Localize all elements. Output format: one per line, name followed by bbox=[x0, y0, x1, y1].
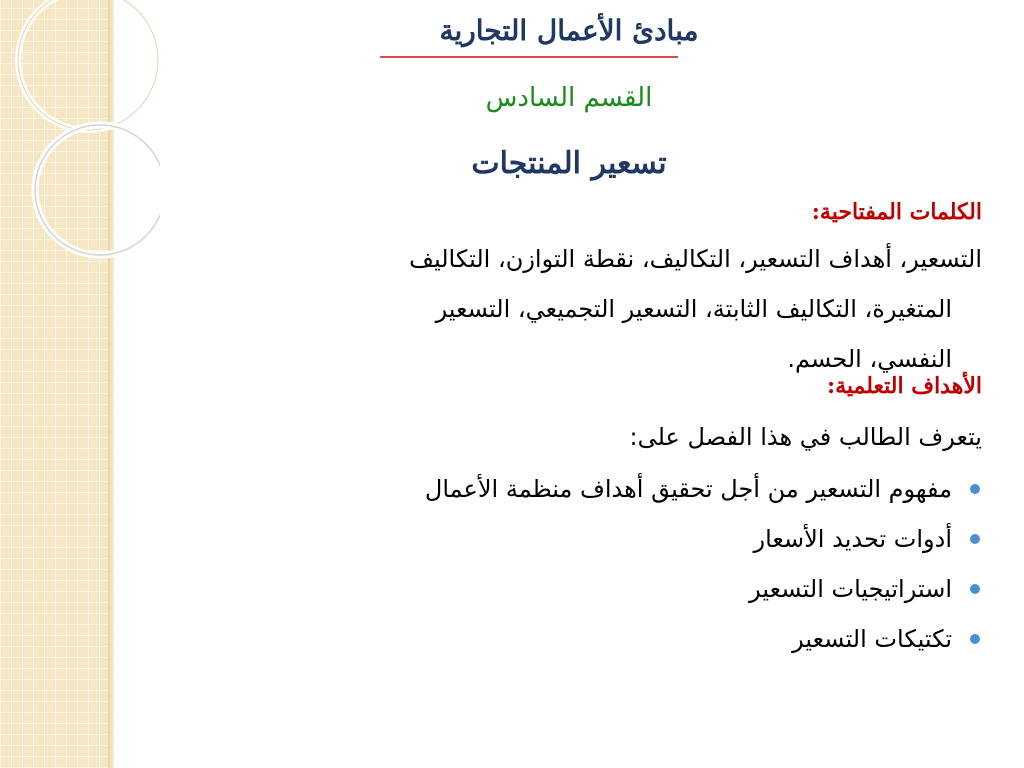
bullet-icon bbox=[970, 584, 980, 594]
keywords-line-2: المتغيرة، التكاليف الثابتة، التسعير التجميعي، التسعير bbox=[435, 295, 952, 323]
objectives-intro: يتعرف الطالب في هذا الفصل على: bbox=[629, 423, 982, 451]
objective-text: تكتيكات التسعير bbox=[792, 625, 952, 653]
keywords-line-1: التسعير، أهداف التسعير، التكاليف، نقطة التوازن، التكاليف bbox=[409, 245, 982, 273]
slide-title: مبادئ الأعمال التجارية bbox=[439, 14, 699, 47]
objective-text: أدوات تحديد الأسعار bbox=[753, 525, 952, 553]
objectives-list bbox=[182, 464, 982, 664]
objective-text: مفهوم التسعير من أجل تحقيق أهداف منظمة الأعمال bbox=[424, 475, 952, 503]
objective-text: استراتيجيات التسعير bbox=[749, 575, 952, 603]
subject-title: تسعير المنتجات bbox=[471, 146, 667, 181]
bullet-icon bbox=[970, 534, 980, 544]
section-label: القسم السادس bbox=[485, 83, 653, 113]
list-item bbox=[182, 464, 982, 514]
bullet-icon bbox=[970, 484, 980, 494]
list-item bbox=[182, 614, 982, 664]
keywords-line-3: النفسي، الحسم. bbox=[787, 345, 952, 373]
list-item bbox=[182, 514, 982, 564]
bullet-icon bbox=[970, 634, 980, 644]
list-item bbox=[182, 564, 982, 614]
title-underline bbox=[380, 56, 678, 58]
objectives-heading: الأهداف التعلمية: bbox=[826, 373, 982, 399]
keywords-text bbox=[182, 234, 982, 384]
keywords-heading: الكلمات المفتاحية: bbox=[811, 199, 982, 225]
